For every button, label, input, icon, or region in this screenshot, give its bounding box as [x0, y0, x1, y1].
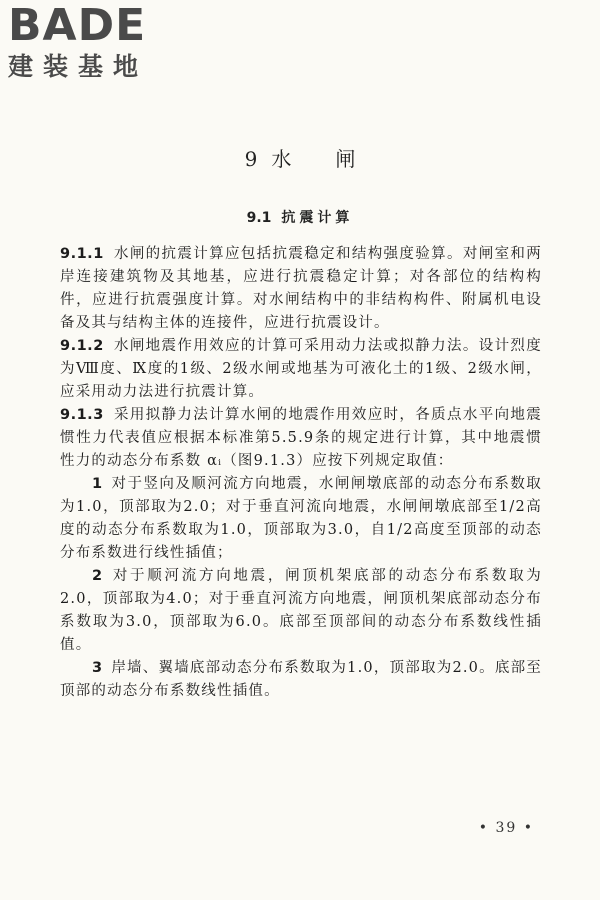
item-number: 3: [92, 660, 104, 676]
page-number: • 39 •: [478, 820, 534, 836]
body-content: [60, 243, 542, 703]
clause-number: 9.1.1: [60, 246, 104, 262]
logo-brand-text: BADE: [8, 0, 147, 51]
clause-9-1-2: [60, 335, 542, 404]
bade-logo: [8, 0, 178, 82]
clause-text: 采用拟静力法计算水闸的地震作用效应时，各质点水平向地震惯性力代表值应根据本标准第5.5.9条的规定进行计算，其中地震惯性力的动态分布系数 αᵢ（图9.1.3）应按下列规定取值：: [60, 407, 542, 469]
clause-9-1-3: [60, 404, 542, 473]
clause-text: 水闸地震作用效应的计算可采用动力法或拟静力法。设计烈度为Ⅷ度、Ⅸ度的1级、2级水闸或地基为可液化土的1级、2级水闸，应采用动力法进行抗震计算。: [60, 338, 542, 400]
clause-9-1-1: [60, 243, 542, 335]
list-item-2: [60, 565, 542, 657]
list-item-1: [60, 473, 542, 565]
list-item-3: [60, 657, 542, 703]
item-text: 对于顺河流方向地震，闸顶机架底部的动态分布系数取为2.0，顶部取为4.0；对于垂直河流方向地震，闸顶机架底部动态分布系数取为3.0，顶部取为6.0。底部至顶部间的动态分布系数线性插值。: [60, 568, 542, 653]
item-text: 对于竖向及顺河流方向地震，水闸闸墩底部的动态分布系数取为1.0，顶部取为2.0；对于垂直河流向地震，水闸闸墩底部至1/2高度的动态分布系数取为1.0，顶部取为3.0，自1/2高度至顶部的动态分布系数进行线性插值；: [60, 476, 542, 561]
item-number: 2: [92, 568, 104, 584]
chapter-title-part2: 闸: [335, 147, 356, 171]
section-title-text: 抗震计算: [281, 210, 354, 226]
section-number: 9.1: [246, 210, 272, 226]
logo-subtitle-text: 建装基地: [8, 52, 149, 81]
chapter-title-part1: 水: [271, 147, 292, 171]
clause-number: 9.1.3: [60, 407, 104, 423]
clause-number: 9.1.2: [60, 338, 104, 354]
chapter-number: 9: [244, 147, 258, 171]
chapter-title: [0, 146, 600, 172]
section-heading: [0, 208, 600, 228]
clause-text: 水闸的抗震计算应包括抗震稳定和结构强度验算。对闸室和两岸连接建筑物及其地基，应进行抗震稳定计算；对各部位的结构构件，应进行抗震强度计算。对水闸结构中的非结构构件、附属机电设备及其与结构主体的连接件，应进行抗震设计。: [60, 246, 542, 331]
item-text: 岸墙、翼墙底部动态分布系数取为1.0，顶部取为2.0。底部至顶部的动态分布系数线性插值。: [60, 660, 542, 699]
item-number: 1: [92, 476, 104, 492]
